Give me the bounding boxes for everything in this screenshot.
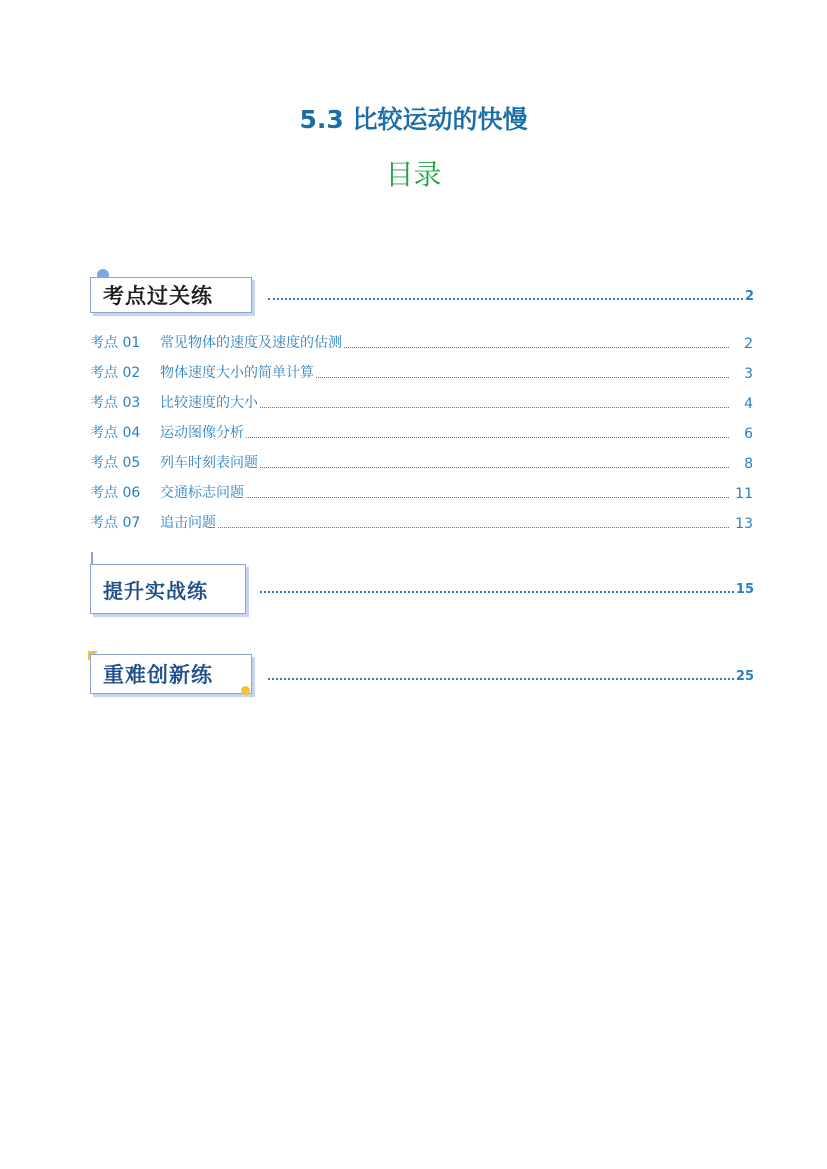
toc-item-code: 考点 04	[90, 425, 141, 441]
toc-heading: 目录	[385, 158, 442, 191]
dot-leader	[246, 497, 729, 498]
dot-leader	[218, 527, 729, 528]
dot-decoration-icon	[241, 686, 250, 695]
toc-item-page: 11	[735, 486, 753, 502]
dot-leader	[316, 377, 729, 378]
toc-item-name: 常见物体的速度及速度的估测	[160, 335, 342, 351]
dot-leader	[260, 467, 729, 468]
section-page-number: 25	[735, 669, 754, 684]
toc-item[interactable]	[90, 422, 753, 442]
toc-item-page: 4	[744, 396, 753, 412]
toc-item[interactable]	[90, 482, 753, 502]
dot-leader	[268, 678, 734, 680]
toc-item[interactable]	[90, 452, 753, 472]
dot-leader	[268, 298, 743, 300]
toc-item-code: 考点 07	[90, 515, 141, 531]
toc-item-code: 考点 01	[90, 335, 141, 351]
toc-item-code: 考点 03	[90, 395, 141, 411]
dot-leader	[246, 437, 729, 438]
section-label-zhongnan: 重难创新练	[90, 654, 252, 694]
toc-item-page: 6	[744, 426, 753, 442]
toc-item[interactable]	[90, 332, 753, 352]
toc-item-name: 追击问题	[160, 515, 216, 531]
toc-item-name: 列车时刻表问题	[160, 455, 258, 471]
toc-item-name: 运动图像分析	[160, 425, 244, 441]
section-page-number: 2	[744, 289, 754, 304]
toc-item-name: 物体速度大小的简单计算	[160, 365, 314, 381]
toc-item-code: 考点 02	[90, 365, 141, 381]
toc-item-page: 3	[744, 366, 753, 382]
toc-item-name: 比较速度的大小	[160, 395, 258, 411]
toc-item-name: 交通标志问题	[160, 485, 244, 501]
section-row-tisheng[interactable]	[260, 577, 754, 597]
toc-item[interactable]	[90, 362, 753, 382]
section-page-number: 15	[735, 582, 754, 597]
dot-leader	[260, 407, 729, 408]
toc-item-page: 2	[744, 336, 753, 352]
toc-item[interactable]	[90, 392, 753, 412]
toc-item-page: 8	[744, 456, 753, 472]
toc-item-code: 考点 05	[90, 455, 141, 471]
section-row-zhongnan[interactable]	[268, 664, 754, 684]
toc-item[interactable]	[90, 512, 753, 532]
section-label-kaodian: 考点过关练	[90, 277, 252, 313]
toc-item-code: 考点 06	[90, 485, 141, 501]
dot-leader	[344, 347, 729, 348]
dot-leader	[260, 591, 734, 593]
page-title: 5.3 比较运动的快慢	[299, 105, 528, 134]
section-label-tisheng: 提升实战练	[90, 564, 246, 614]
section-row-kaodian[interactable]	[268, 284, 754, 304]
toc-item-page: 13	[735, 516, 753, 532]
